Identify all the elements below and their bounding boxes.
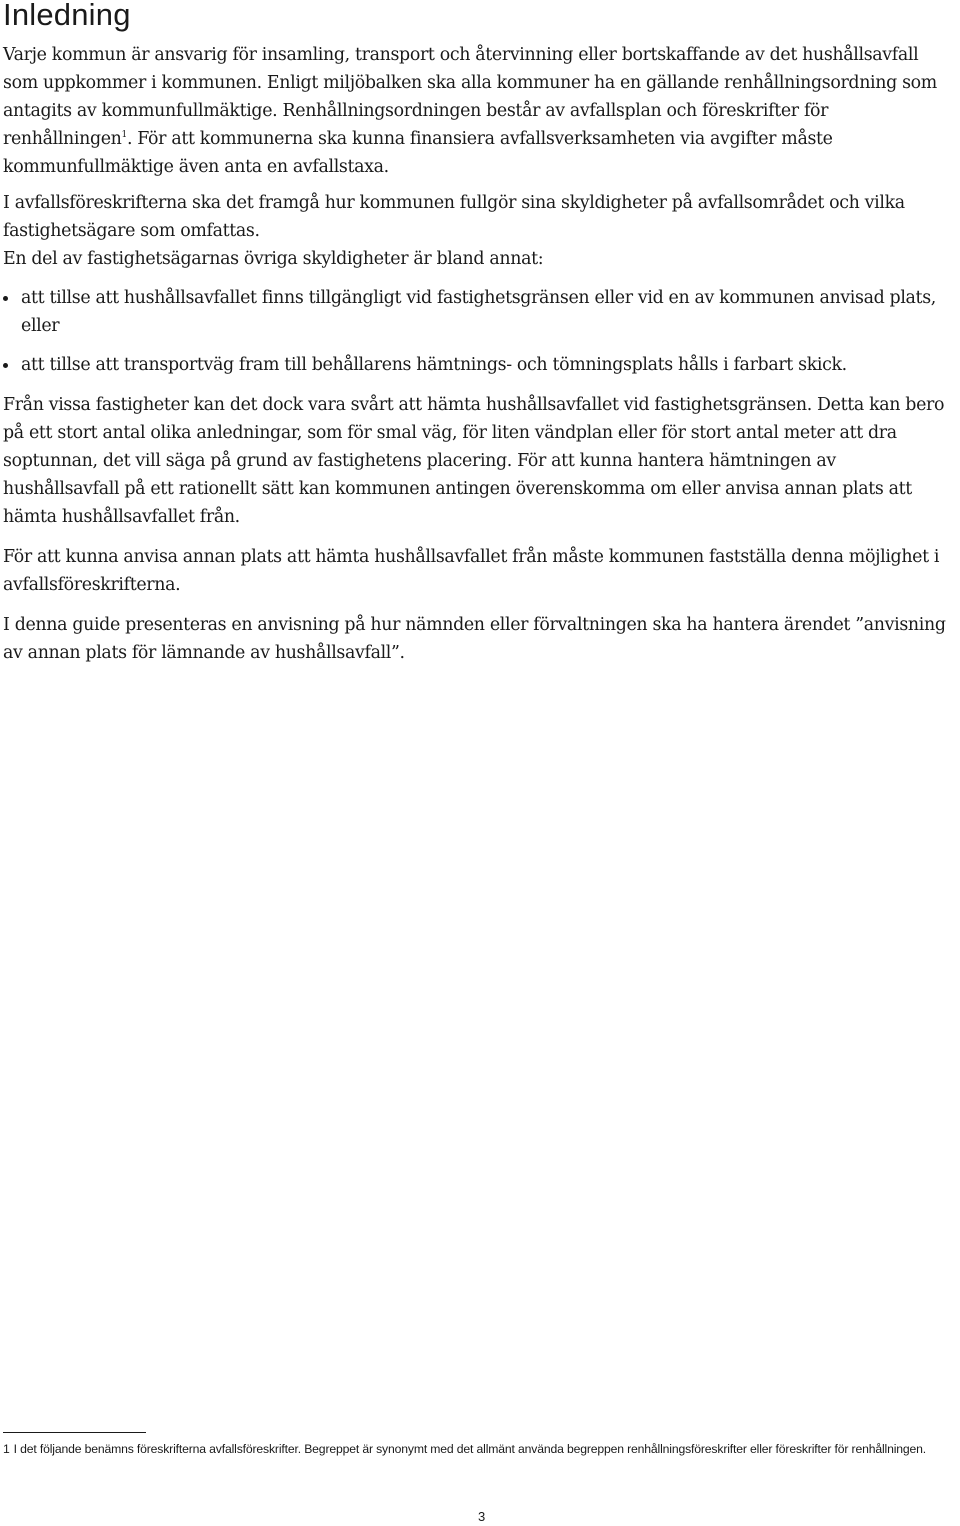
- footnote-mark: 1: [3, 1442, 10, 1456]
- list-item-text: att tillse att transportväg fram till behållarens hämtnings- och tömningsplats hålls i farbart skick.: [21, 355, 847, 375]
- bullet-icon: [3, 363, 8, 368]
- footnote-text: I det följande benämns föreskrifterna avfallsföreskrifter. Begreppet är synonymt med det allmänt använda begreppen renhållningsföreskrifter eller föreskrifter för renhållningen.: [13, 1442, 927, 1456]
- paragraph-intro-part2: . För att kommunerna ska kunna finansiera avfallsverksamheten via avgifter måste kommunfullmäktige även anta en avfallstaxa.: [3, 129, 833, 177]
- bullet-list: [3, 284, 955, 379]
- list-item: [3, 284, 955, 340]
- paragraph-hamtning: Från vissa fastigheter kan det dock vara svårt att hämta hushållsavfallet vid fastighetsgränsen. Detta kan bero på ett stort antal olika anledningar, som för smal väg, för liten vändplan eller för stort antal meter att dra soptunnan, det vill säga på grund av fastighetens placering. För att kunna hantera hämtningen av hushållsavfall på ett rationellt sätt kan kommunen antingen överenskomma om eller anvisa annan plats att hämta hushållsavfallet från.: [3, 395, 945, 527]
- paragraph-intro-part1: Varje kommun är ansvarig för insamling, transport och återvinning eller bortskaffande av det hushållsavfall som uppkommer i kommunen. Enligt miljöbalken ska alla kommuner ha en gällande renhållningsordning som antagits av kommunfullmäktige. Renhållningsordningen består av avfallsplan och föreskrifter för renhållningen: [3, 45, 937, 149]
- footnote-divider: [3, 1432, 146, 1433]
- list-item: [3, 351, 955, 379]
- page-number: 3: [478, 1509, 486, 1524]
- body-text: [3, 41, 955, 667]
- bullet-icon: [3, 296, 8, 301]
- list-item-text: att tillse att hushållsavfallet finns tillgängligt vid fastighetsgränsen eller vid en av kommunen anvisad plats, eller: [21, 288, 936, 336]
- paragraph-anvisa: För att kunna anvisa annan plats att hämta hushållsavfallet från måste kommunen fastställa denna möjlighet i avfallsföreskrifterna.: [3, 547, 940, 595]
- paragraph-foreskrifter: I avfallsföreskrifterna ska det framgå hur kommunen fullgör sina skyldigheter på avfallsområdet och vilka fastighetsägare som omfattas.: [3, 193, 905, 241]
- footnote-reference: 1: [121, 130, 127, 140]
- footnote: [3, 1437, 943, 1461]
- paragraph-skyldigheter: En del av fastighetsägarnas övriga skyldigheter är bland annat:: [3, 249, 544, 269]
- paragraph-guide: I denna guide presenteras en anvisning på hur nämnden eller förvaltningen ska ha hantera ärendet ”anvisning av annan plats för lämnande av hushållsavfall”.: [3, 615, 946, 663]
- page-title: Inledning: [3, 0, 131, 32]
- paragraph-intro: [3, 41, 955, 181]
